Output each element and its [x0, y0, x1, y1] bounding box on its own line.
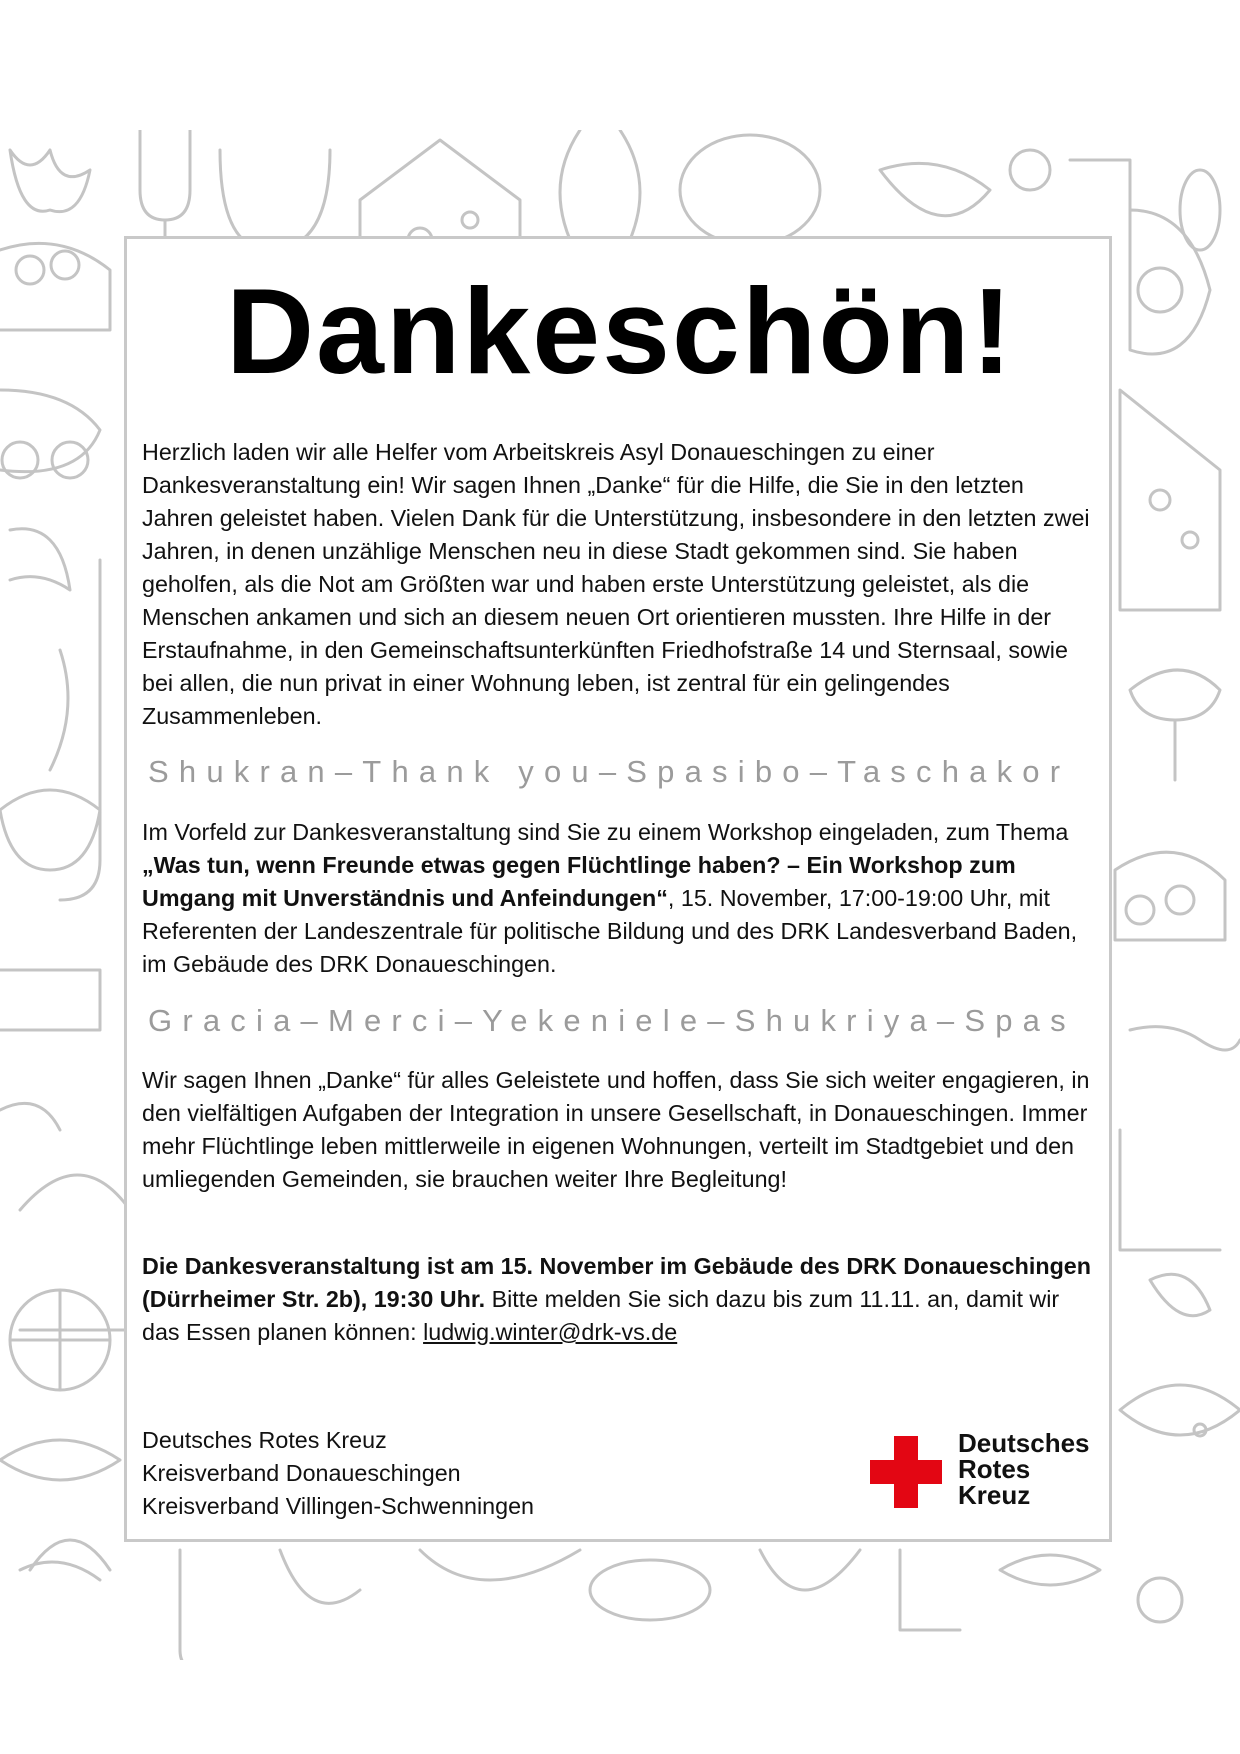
footer-line-3: Kreisverband Villingen-Schwenningen [142, 1493, 534, 1519]
workshop-paragraph [142, 816, 1092, 981]
email-link[interactable]: ludwig.winter@drk-vs.de [423, 1319, 678, 1345]
page-title: Dankeschön! [225, 263, 1015, 399]
logo-word-3: Kreuz [958, 1480, 1031, 1510]
footer-line-2: Kreisverband Donaueschingen [142, 1460, 461, 1486]
event-registration: Bitte melden Sie sich dazu bis zum 11.11. an, damit wir das Essen planen können: [142, 1286, 1060, 1345]
intro-paragraph: Herzlich laden wir alle Helfer vom Arbeitskreis Asyl Donaueschingen zu einer Dankesveranstaltung ein! Wir sagen Ihnen „Danke“ für die Hilfe, die Sie in den letzten Jahren geleistet haben. Vielen Dank für die Unterstützung, insbesondere in den letzten zwei Jahren, in denen unzählige Menschen neu in diese Stadt gekommen sind. Sie haben geholfen, als die Not am Größten war und haben erste Unterstützung geleistet, als die Menschen ankamen und sich an diesem neuen Ort orientieren mussten. Ihre Hilfe in der Erstaufnahme, in den Gemeinschaftsunterkünften Friedhofstraße 14 und Sternsaal, sowie bei allen, die nun privat in einer Wohnung leben, ist zentral für ein gelingendes Zusammenleben. [142, 439, 1090, 729]
event-details: Die Dankesveranstaltung ist am 15. November im Gebäude des DRK Donaueschingen (Dürrheimer Str. 2b), 19:30 Uhr. [142, 1253, 1091, 1312]
logo-wordmark [958, 1430, 1090, 1508]
drk-logo [870, 1428, 1100, 1510]
thanks-languages-line-2: Gracia–Merci–Yekeniele–Shukriya–Spas [148, 1003, 1076, 1038]
logo-word-1: Deutsches [958, 1428, 1090, 1458]
workshop-details: , 15. November, 17:00-19:00 Uhr, mit Referenten der Landeszentrale für politische Bildung und des DRK Landesverband Baden, im Gebäude des DRK Donaueschingen. [142, 885, 1078, 977]
workshop-topic: „Was tun, wenn Freunde etwas gegen Flüchtlinge haben? – Ein Workshop zum Umgang mit Unverständnis und Anfeindungen“ [142, 852, 1016, 911]
logo-word-2: Rotes [958, 1454, 1031, 1484]
integration-paragraph: Wir sagen Ihnen „Danke“ für alles Geleistete und hoffen, dass Sie sich weiter engagieren, in den vielfältigen Aufgaben der Integration in unsere Gesellschaft, in Donaueschingen. Immer mehr Flüchtlinge leben mittlerweile in eigenen Wohnungen, verteilt im Stadtgebiet und den umliegenden Gemeinden, sie brauchen weiter Ihre Begleitung! [142, 1067, 1090, 1192]
thanks-languages-line-1: Shukran–Thank you–Spasibo–Taschakor [148, 754, 1071, 789]
footer-line-1: Deutsches Rotes Kreuz [142, 1427, 387, 1453]
footer-organization [142, 1424, 534, 1523]
workshop-prefix: Im Vorfeld zur Dankesveranstaltung sind Sie zu einem Workshop eingeladen, zum Thema [142, 819, 1069, 845]
event-paragraph [142, 1250, 1092, 1349]
red-cross-icon [870, 1436, 942, 1508]
